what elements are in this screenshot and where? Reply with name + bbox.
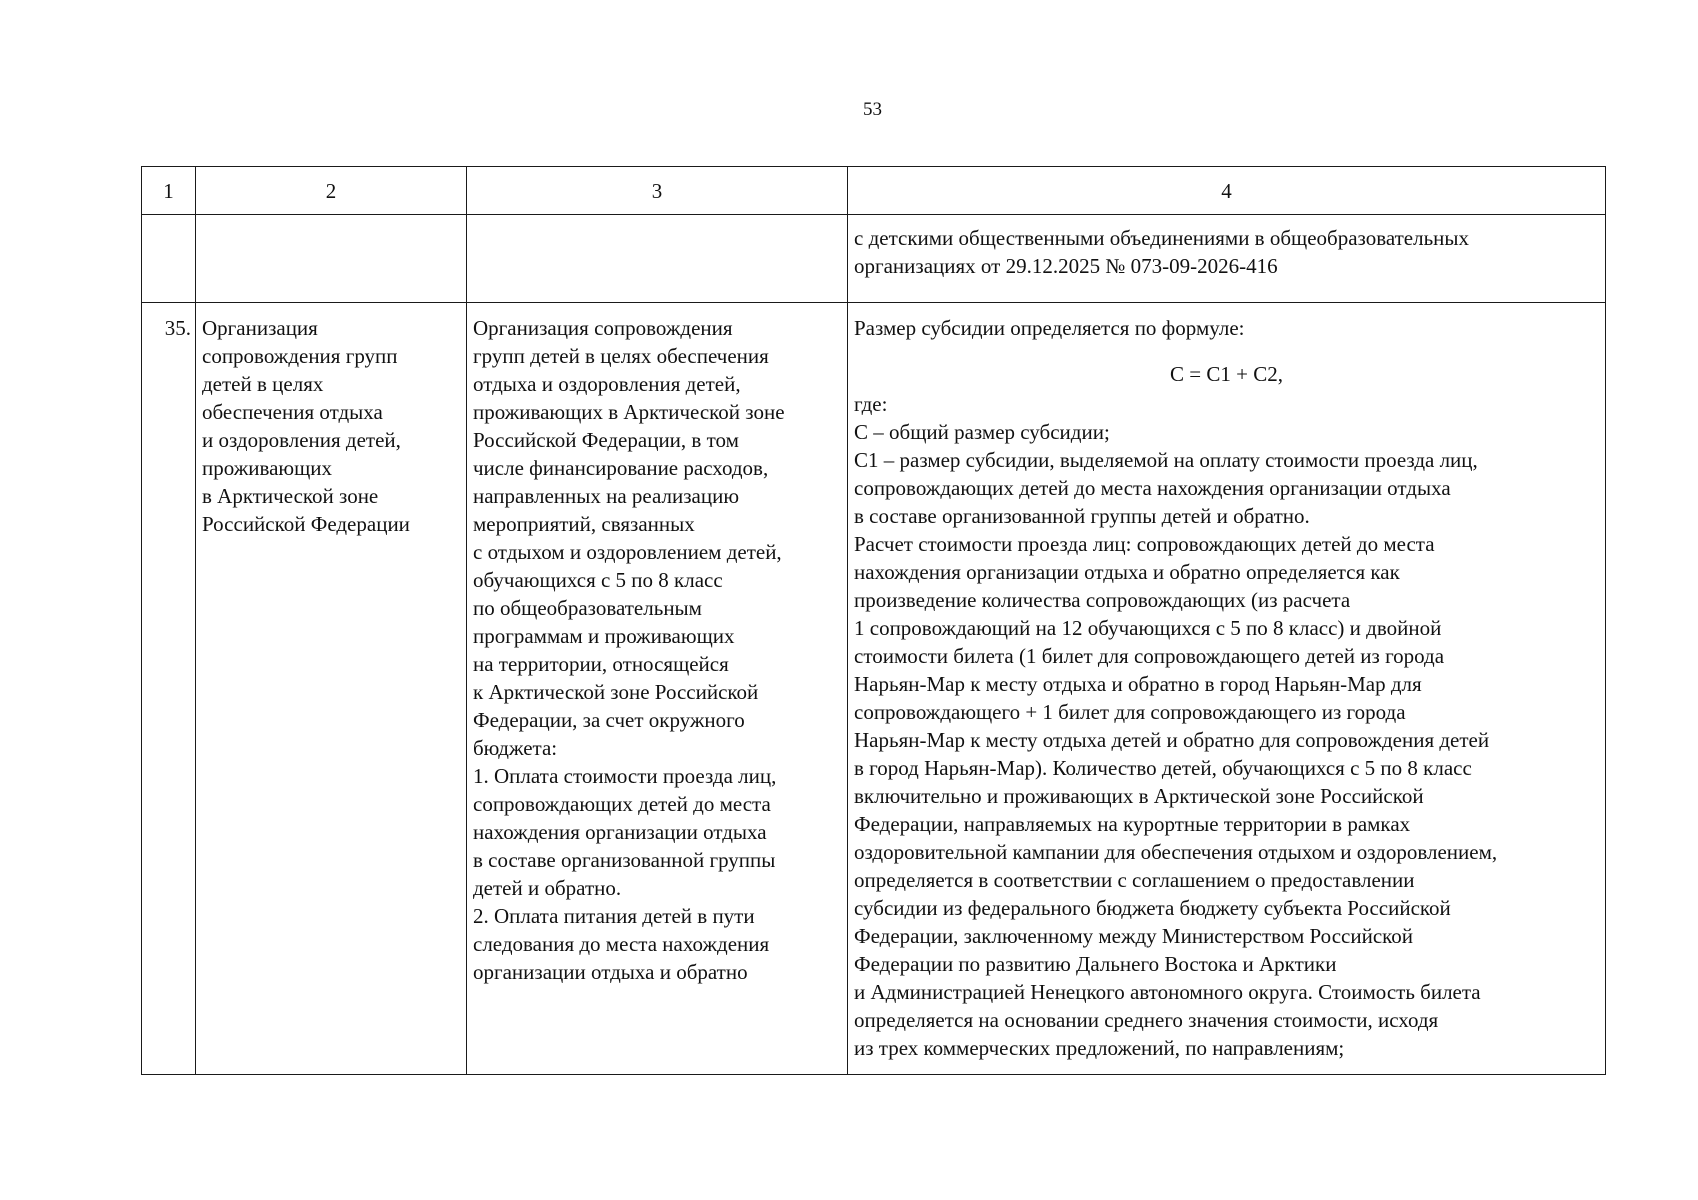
- text-line: в составе организованной группы: [473, 848, 776, 872]
- text-line: субсидии из федерального бюджета бюджету субъекта Российской: [854, 896, 1451, 920]
- text-line: групп детей в целях обеспечения: [473, 344, 769, 368]
- text-line: детей и обратно.: [473, 876, 622, 900]
- table-row-continuation: [142, 215, 1606, 303]
- row-35-name-cell: [196, 303, 467, 1075]
- cont-cell-4: [848, 215, 1606, 303]
- table-header-row: [142, 167, 1606, 215]
- text-line: сопровождения групп: [202, 344, 398, 368]
- text-line: C1 – размер субсидии, выделяемой на оплату стоимости проезда лиц,: [854, 448, 1478, 472]
- text-line: Организация: [202, 316, 318, 340]
- text-line: в город Нарьян-Мар). Количество детей, обучающихся с 5 по 8 класс: [854, 756, 1472, 780]
- text-line: по общеобразовательным: [473, 596, 702, 620]
- text-line: включительно и проживающих в Арктической зоне Российской: [854, 784, 1424, 808]
- calculation-lines: [854, 390, 1599, 1062]
- text-line: 1 сопровождающий на 12 обучающихся с 5 по 8 класс) и двойной: [854, 616, 1442, 640]
- text-line: бюджета:: [473, 736, 558, 760]
- text-line: 2. Оплата питания детей в пути: [473, 904, 755, 928]
- text-line: Расчет стоимости проезда лиц: сопровождающих детей до места: [854, 532, 1435, 556]
- cont-cell-2: [196, 215, 467, 303]
- text-line: обучающихся с 5 по 8 класс: [473, 568, 723, 592]
- text-line: Организация сопровождения: [473, 316, 733, 340]
- row-35-description-cell: [467, 303, 848, 1075]
- text-line: мероприятий, связанных: [473, 512, 695, 536]
- text-line: определяется на основании среднего значения стоимости, исходя: [854, 1008, 1439, 1032]
- text-line: организациях от 29.12.2025 № 073-09-2026-416: [854, 254, 1278, 278]
- table-row-35: [142, 303, 1606, 1075]
- text-line: организации отдыха и обратно: [473, 960, 748, 984]
- cont-cell-3: [467, 215, 848, 303]
- text-line: Федерации, направляемых на курортные территории в рамках: [854, 812, 1411, 836]
- text-line: в Арктической зоне: [202, 484, 379, 508]
- text-line: Федерации, за счет окружного: [473, 708, 745, 732]
- text-line: с детскими общественными объединениями в общеобразовательных: [854, 226, 1470, 250]
- text-line: программам и проживающих: [473, 624, 735, 648]
- page-number: 53: [863, 99, 882, 120]
- text-line: из трех коммерческих предложений, по направлениям;: [854, 1036, 1345, 1060]
- text-line: и оздоровления детей,: [202, 428, 401, 452]
- text-line: отдыха и оздоровления детей,: [473, 372, 741, 396]
- header-cell-3: 3: [467, 167, 848, 215]
- text-line: детей в целях: [202, 372, 324, 396]
- text-line: проживающих в Арктической зоне: [473, 400, 785, 424]
- text-line: сопровождающих детей до места нахождения организации отдыха: [854, 476, 1451, 500]
- text-line: проживающих: [202, 456, 333, 480]
- text-line: Российской Федерации, в том: [473, 428, 739, 452]
- text-line: следования до места нахождения: [473, 932, 770, 956]
- text-line: C – общий размер субсидии;: [854, 420, 1110, 444]
- header-cell-1: 1: [142, 167, 196, 215]
- row-35-calculation-cell: [848, 303, 1606, 1075]
- text-line: Федерации, заключенному между Министерством Российской: [854, 924, 1414, 948]
- text-line: Федерации по развитию Дальнего Востока и Арктики: [854, 952, 1337, 976]
- header-cell-2: 2: [196, 167, 467, 215]
- text-line: на территории, относящейся: [473, 652, 729, 676]
- text-line: Нарьян-Мар к месту отдыха детей и обратно для сопровождения детей: [854, 728, 1490, 752]
- text-line: 1. Оплата стоимости проезда лиц,: [473, 764, 777, 788]
- text-line: обеспечения отдыха: [202, 400, 383, 424]
- cont-cell-1: [142, 215, 196, 303]
- header-cell-4: 4: [848, 167, 1606, 215]
- row-number: 35.: [142, 303, 196, 1075]
- document-table: [141, 166, 1606, 1075]
- text-line: числе финансирование расходов,: [473, 456, 769, 480]
- text-line: сопровождающих детей до места: [473, 792, 771, 816]
- text-line: оздоровительной кампании для обеспечения отдыхом и оздоровлением,: [854, 840, 1498, 864]
- text-line: Российской Федерации: [202, 512, 410, 536]
- text-line: нахождения организации отдыха и обратно определяется как: [854, 560, 1400, 584]
- text-line: где:: [854, 392, 888, 416]
- text-line: определяется в соответствии с соглашением о предоставлении: [854, 868, 1415, 892]
- text-line: и Администрацией Ненецкого автономного округа. Стоимость билета: [854, 980, 1481, 1004]
- formula-intro: Размер субсидии определяется по формуле:: [854, 316, 1245, 340]
- text-line: сопровождающего + 1 билет для сопровождающего из города: [854, 700, 1406, 724]
- text-line: к Арктической зоне Российской: [473, 680, 759, 704]
- text-line: нахождения организации отдыха: [473, 820, 767, 844]
- formula: C = C1 + C2,: [1170, 362, 1283, 386]
- text-line: направленных на реализацию: [473, 484, 740, 508]
- text-line: стоимости билета (1 билет для сопровождающего детей из города: [854, 644, 1445, 668]
- text-line: произведение количества сопровождающих (из расчета: [854, 588, 1351, 612]
- text-line: Нарьян-Мар к месту отдыха и обратно в город Нарьян-Мар для: [854, 672, 1422, 696]
- text-line: в составе организованной группы детей и обратно.: [854, 504, 1310, 528]
- text-line: с отдыхом и оздоровлением детей,: [473, 540, 782, 564]
